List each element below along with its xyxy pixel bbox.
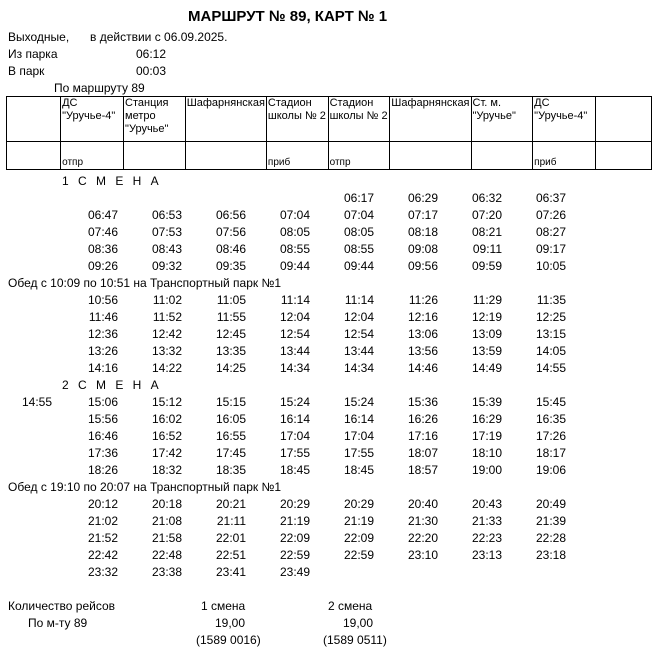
time-cell: 11:14 [280, 293, 310, 307]
time-cell: 22:59 [343, 548, 374, 562]
time-cell: 17:55 [279, 446, 310, 460]
shift-1-code: (1589 0016) [196, 633, 261, 647]
time-cell: 18:45 [279, 463, 310, 477]
time-cell: 17:45 [215, 446, 246, 460]
time-cell: 08:43 [151, 242, 182, 256]
header-blank [7, 142, 61, 170]
time-cell: 20:43 [471, 497, 502, 511]
time-cell: 12:04 [279, 310, 310, 324]
route-label: По маршруту 89 [54, 81, 145, 95]
time-cell: 18:32 [151, 463, 182, 477]
shift-1-count: 19,00 [215, 616, 246, 630]
time-cell: 18:26 [87, 463, 118, 477]
stop-type [124, 142, 186, 170]
time-cell: 14:34 [279, 361, 310, 375]
time-cell: 12:16 [407, 310, 438, 324]
time-cell: 12:04 [343, 310, 374, 324]
time-cell: 07:17 [407, 208, 438, 222]
time-cell: 10:05 [535, 259, 566, 273]
time-cell: 11:26 [408, 293, 438, 307]
time-cell: 21:30 [407, 514, 438, 528]
time-cell: 20:21 [215, 497, 246, 511]
time-cell: 14:34 [343, 361, 374, 375]
time-cell: 22:01 [215, 531, 246, 545]
time-cell: 08:05 [279, 225, 310, 239]
time-cell: 22:23 [471, 531, 502, 545]
time-cell: 18:57 [407, 463, 438, 477]
time-cell: 21:08 [151, 514, 182, 528]
time-cell: 09:26 [87, 259, 118, 273]
time-cell: 21:58 [151, 531, 182, 545]
time-cell: 08:27 [535, 225, 566, 239]
time-cell: 13:06 [407, 327, 438, 341]
time-cell: 17:04 [279, 429, 310, 443]
time-cell: 08:55 [343, 242, 374, 256]
header-blank [7, 97, 61, 142]
shift-2-count: 19,00 [343, 616, 374, 630]
time-cell: 12:54 [343, 327, 374, 341]
header-blank [596, 142, 652, 170]
time-cell: 11:05 [216, 293, 246, 307]
stop-type: приб [266, 142, 328, 170]
time-cell: 23:38 [151, 565, 182, 579]
time-cell: 14:46 [407, 361, 438, 375]
time-cell: 16:05 [215, 412, 246, 426]
time-cell: 06:32 [471, 191, 502, 205]
time-cell: 23:49 [279, 565, 310, 579]
time-cell: 09:44 [343, 259, 374, 273]
time-cell: 15:12 [151, 395, 182, 409]
time-cell: 13:56 [407, 344, 438, 358]
time-cell: 21:52 [87, 531, 118, 545]
stop-name: Станция метро "Уручье" [124, 97, 186, 142]
time-cell: 18:10 [471, 446, 502, 460]
time-cell: 11:46 [88, 310, 118, 324]
stop-name: Ст. м. "Уручье" [471, 97, 533, 142]
time-cell: 22:20 [407, 531, 438, 545]
time-cell: 20:18 [151, 497, 182, 511]
time-cell: 17:04 [343, 429, 374, 443]
time-cell: 18:35 [215, 463, 246, 477]
time-cell: 13:15 [535, 327, 566, 341]
return-label: В парк [8, 64, 45, 78]
time-cell: 20:12 [87, 497, 118, 511]
stop-type [471, 142, 533, 170]
time-cell: 06:47 [87, 208, 118, 222]
time-cell: 20:29 [343, 497, 374, 511]
time-cell: 17:36 [87, 446, 118, 460]
time-cell: 15:45 [535, 395, 566, 409]
time-cell: 21:19 [343, 514, 374, 528]
time-cell: 17:42 [151, 446, 182, 460]
time-cell: 21:19 [279, 514, 310, 528]
time-cell: 09:32 [151, 259, 182, 273]
time-cell: 12:45 [215, 327, 246, 341]
time-cell: 09:44 [279, 259, 310, 273]
stop-name: ДС "Уручье-4" [61, 97, 124, 142]
time-cell: 07:20 [471, 208, 502, 222]
shift-2-code: (1589 0511) [323, 633, 387, 647]
time-cell: 06:56 [215, 208, 246, 222]
time-cell: 06:37 [535, 191, 566, 205]
time-cell: 12:54 [279, 327, 310, 341]
time-cell: 16:35 [535, 412, 566, 426]
time-cell: 15:39 [471, 395, 502, 409]
time-cell: 17:19 [471, 429, 502, 443]
time-cell: 09:59 [471, 259, 502, 273]
time-cell: 11:02 [152, 293, 182, 307]
time-cell: 13:32 [151, 344, 182, 358]
time-cell: 12:42 [151, 327, 182, 341]
time-cell: 12:19 [471, 310, 502, 324]
depart-label: Из парка [8, 47, 58, 61]
route-row-label: По м-ту 89 [28, 616, 88, 630]
time-cell: 13:59 [471, 344, 502, 358]
time-cell: 16:14 [279, 412, 310, 426]
time-cell: 17:26 [535, 429, 566, 443]
time-cell: 14:22 [151, 361, 182, 375]
time-cell: 16:02 [151, 412, 182, 426]
time-cell: 13:26 [87, 344, 118, 358]
time-cell: 09:56 [407, 259, 438, 273]
time-cell: 22:48 [151, 548, 182, 562]
stop-type [185, 142, 266, 170]
time-cell: 23:41 [215, 565, 246, 579]
time-cell: 20:29 [279, 497, 310, 511]
time-cell: 17:16 [407, 429, 438, 443]
effective-date: в действии с 06.09.2025. [90, 30, 228, 44]
time-cell: 08:21 [471, 225, 502, 239]
time-cell: 16:55 [215, 429, 246, 443]
time-cell: 13:44 [343, 344, 374, 358]
stop-type: отпр [61, 142, 124, 170]
time-cell: 16:14 [343, 412, 374, 426]
page-title: МАРШРУТ № 89, КАРТ № 1 [188, 8, 388, 25]
time-cell: 23:10 [407, 548, 438, 562]
time-cell: 16:26 [407, 412, 438, 426]
time-cell: 07:46 [87, 225, 118, 239]
time-cell: 22:51 [215, 548, 246, 562]
time-cell: 11:55 [216, 310, 246, 324]
stop-name: Шафарнянская [390, 97, 471, 142]
time-cell: 12:25 [535, 310, 566, 324]
time-cell: 18:17 [535, 446, 566, 460]
time-cell: 13:09 [471, 327, 502, 341]
time-cell: 18:45 [343, 463, 374, 477]
time-cell: 08:46 [215, 242, 246, 256]
lunch-1-note: Обед с 10:09 по 10:51 на Транспортный парк №1 [8, 276, 281, 290]
time-cell: 19:06 [535, 463, 566, 477]
time-cell: 16:46 [87, 429, 118, 443]
stop-type: приб [533, 142, 596, 170]
time-cell: 06:29 [407, 191, 438, 205]
time-cell: 09:11 [472, 242, 502, 256]
time-cell: 15:06 [87, 395, 118, 409]
time-cell: 14:05 [535, 344, 566, 358]
time-cell: 07:04 [343, 208, 374, 222]
time-cell: 16:29 [471, 412, 502, 426]
time-cell: 09:35 [215, 259, 246, 273]
lunch-2-note: Обед с 19:10 по 20:07 на Транспортный парк №1 [8, 480, 281, 494]
time-cell: 06:53 [151, 208, 182, 222]
time-cell: 15:24 [279, 395, 310, 409]
shift-1-label: 1 С М Е Н А [62, 174, 162, 188]
time-cell: 19:00 [471, 463, 502, 477]
header-blank [596, 97, 652, 142]
time-cell: 15:24 [343, 395, 374, 409]
stops-header-table [6, 96, 652, 170]
return-time: 00:03 [136, 64, 167, 78]
time-cell: 22:59 [279, 548, 310, 562]
time-cell: 07:04 [279, 208, 310, 222]
shift-2-header: 2 смена [328, 599, 373, 613]
stop-name: Шафарнянская [185, 97, 266, 142]
day-type: Выходные, [8, 30, 70, 44]
time-cell: 10:56 [87, 293, 118, 307]
time-cell: 15:15 [215, 395, 246, 409]
time-cell: 14:25 [215, 361, 246, 375]
time-cell: 22:28 [535, 531, 566, 545]
time-cell: 22:09 [343, 531, 374, 545]
time-cell: 20:40 [407, 497, 438, 511]
depart-time: 06:12 [136, 47, 167, 61]
time-cell: 11:35 [536, 293, 566, 307]
time-cell: 18:07 [407, 446, 438, 460]
time-cell: 22:09 [279, 531, 310, 545]
stop-name: Стадион школы № 2 [266, 97, 328, 142]
time-cell: 09:08 [407, 242, 438, 256]
time-cell: 17:55 [343, 446, 374, 460]
time-cell: 11:52 [152, 310, 182, 324]
time-cell: 21:39 [535, 514, 566, 528]
shift-2-start-time: 14:55 [22, 395, 53, 409]
time-cell: 22:42 [87, 548, 118, 562]
time-cell: 23:13 [471, 548, 502, 562]
time-cell: 08:05 [343, 225, 374, 239]
trips-count-label: Количество рейсов [8, 599, 116, 613]
time-cell: 08:55 [279, 242, 310, 256]
shift-1-header: 1 смена [201, 599, 246, 613]
stop-type: отпр [328, 142, 390, 170]
time-cell: 15:36 [407, 395, 438, 409]
shift-2-label: 2 С М Е Н А [62, 378, 162, 392]
time-cell: 21:02 [87, 514, 118, 528]
time-cell: 07:26 [535, 208, 566, 222]
time-cell: 23:32 [87, 565, 118, 579]
time-cell: 12:36 [87, 327, 118, 341]
time-cell: 13:35 [215, 344, 246, 358]
time-cell: 20:49 [535, 497, 566, 511]
time-cell: 15:56 [87, 412, 118, 426]
time-cell: 11:14 [344, 293, 374, 307]
time-cell: 08:36 [87, 242, 118, 256]
time-cell: 14:16 [87, 361, 118, 375]
time-cell: 07:53 [151, 225, 182, 239]
time-cell: 09:17 [535, 242, 566, 256]
time-cell: 06:17 [343, 191, 374, 205]
stop-name: Стадион школы № 2 [328, 97, 390, 142]
time-cell: 14:55 [535, 361, 566, 375]
time-cell: 21:33 [471, 514, 502, 528]
time-cell: 13:44 [279, 344, 310, 358]
time-cell: 23:18 [535, 548, 566, 562]
stop-name: ДС "Уручье-4" [533, 97, 596, 142]
time-cell: 07:56 [215, 225, 246, 239]
stop-type [390, 142, 471, 170]
time-cell: 11:29 [472, 293, 502, 307]
time-cell: 16:52 [151, 429, 182, 443]
time-cell: 08:18 [407, 225, 438, 239]
time-cell: 14:49 [471, 361, 502, 375]
time-cell: 21:11 [216, 514, 246, 528]
